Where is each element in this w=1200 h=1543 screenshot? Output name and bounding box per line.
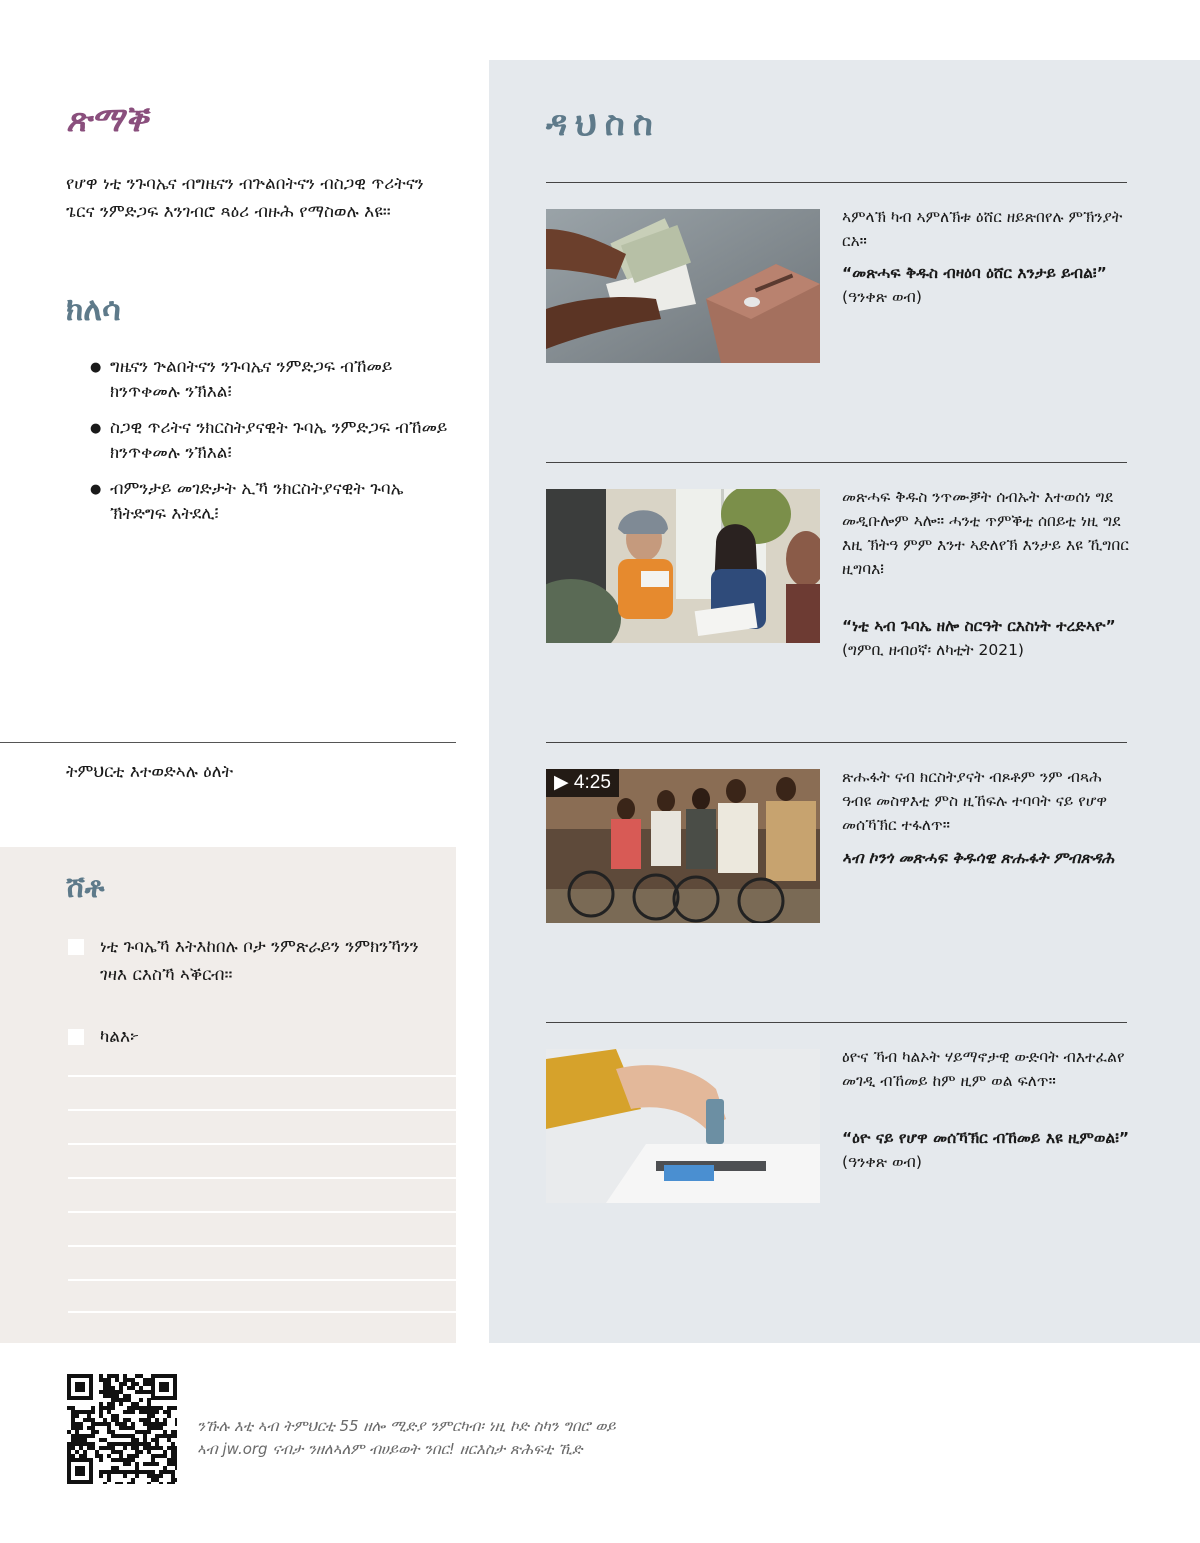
card-link-source: (ዓንቀጽ ወብ) xyxy=(842,1153,922,1171)
review-item: ● ግዜናን ጕልበትናን ንጉባኤና ንምድጋፍ ብኸመይ ክንጥቀመሉ ንኽእል፧ xyxy=(90,355,460,405)
card-link-title[interactable]: “ዕዮ ናይ የሆዋ መሰኻኽር ብኸመይ እዩ ዚምወል፧” xyxy=(842,1129,1130,1147)
divider xyxy=(546,462,1127,463)
divider xyxy=(546,1022,1127,1023)
card-link-title[interactable]: “ነቲ ኣብ ጉባኤ ዘሎ ስርዓት ርእስነት ተረድኣዮ” xyxy=(842,617,1116,635)
writing-line[interactable] xyxy=(68,1177,456,1179)
writing-line[interactable] xyxy=(68,1311,456,1313)
summary-text: የሆዋ ነቲ ንጉባኤና ብግዜናን ብጕልበትናን ብስጋዊ ጥሪትናን ጌርና ንምድጋፍ እንገብሮ ጻዕሪ ብዙሕ የማስወሉ እዩ። xyxy=(66,174,424,222)
divider xyxy=(546,742,1127,743)
divider xyxy=(546,182,1127,183)
footer-text: ንኹሉ እቲ ኣብ ትምህርቲ 55 ዘሎ ሚድያ ንምርካብ፡ ነዚ ኮድ ስካን ግበሮ ወይ ኣብ jw.org ናብታ ንዘለኣለም ብሀይወት ንበር! ዘርእስታ ጽሕፍቲ ኺድ xyxy=(197,1417,616,1458)
review-title: ክለሳ xyxy=(66,290,121,328)
explore-title: ዳህስስ xyxy=(546,104,661,144)
card-description: ዕዮና ኻብ ካልኦት ሃይማኖታዊ ውድባት ብእተፈልየ መገዲ ብኸመይ ከም ዚም ወል ፍለጥ። xyxy=(842,1048,1125,1090)
video-duration-badge[interactable] xyxy=(546,769,619,797)
goal-title: ሸቶ xyxy=(66,870,105,905)
card-description: መጽሓፍ ቅዱስ ንጥሙቓት ሰብኡት እተወሰነ ግደ መዲቡሎም ኣሎ። ሓንቲ ጥምቕቲ ሰበይቲ ነዚ ግደ እዚ ኽትዓ ምም እንተ ኣድለየኽ እንታይ እዩ ኺግበር ዚግባእ፧ xyxy=(842,488,1129,578)
card-link[interactable] xyxy=(842,1126,1132,1174)
review-item: ● ስጋዊ ጥሪትና ንክርስትያናዊት ጉባኤ ንምድጋፍ ብኸመይ ክንጥቀመሉ ንኽእል፧ xyxy=(90,416,460,466)
goal-checkbox[interactable] xyxy=(68,1029,84,1045)
card-link[interactable] xyxy=(842,846,1132,870)
writing-line[interactable] xyxy=(68,1143,456,1145)
card-video-bicycles[interactable] xyxy=(546,769,820,923)
writing-line[interactable] xyxy=(68,1075,456,1077)
goal-item xyxy=(68,1023,438,1051)
review-item: ● ብምንታይ መገድታት ኢኻ ንክርስትያናዊት ጉባኤ ኽትድግፍ እትደሊ፧ xyxy=(90,477,460,527)
review-list xyxy=(90,355,460,538)
card-image-donation[interactable] xyxy=(546,1049,820,1203)
goal-item-label: ካልእ፦ xyxy=(100,1027,140,1047)
card-image-tithe[interactable] xyxy=(546,209,820,363)
card-link[interactable] xyxy=(842,261,1132,309)
writing-line[interactable] xyxy=(68,1211,456,1213)
qr-code[interactable] xyxy=(67,1374,177,1484)
card-link-source: (ግምቢ ዘብዐኛ፡ ለካቲት 2021) xyxy=(842,641,1024,659)
card-link[interactable] xyxy=(842,614,1132,662)
goal-box xyxy=(0,847,456,1343)
writing-line[interactable] xyxy=(68,1109,456,1111)
play-icon: ▶ xyxy=(554,772,569,793)
goal-item-label: ነቲ ጉባኤኻ እትእከበሉ ቦታ ንምጽራይን ንምክንኻንን ገዛእ ርእስኻ ኣቕርብ። xyxy=(100,937,419,985)
card-link-source: (ዓንቀጽ ወብ) xyxy=(842,288,922,306)
card-description: ጽሑፋት ናብ ክርስትያናት ብጾቶም ንም ብጻሕ ዓብዩ መስዋእቲ ምስ ዚኸፍሉ ተባባት ናይ የሆዋ መሰኻኽር ተፋለጥ። xyxy=(842,768,1108,834)
card-link-title[interactable]: “መጽሓፍ ቅዱስ ብዛዕባ ዕሸር እንታይ ይብል፧” xyxy=(842,264,1107,282)
divider xyxy=(0,742,456,743)
completion-date-label: ትምህርቲ እተወድኣሉ ዕለት xyxy=(66,762,234,782)
writing-line[interactable] xyxy=(68,1279,456,1281)
writing-line[interactable] xyxy=(68,1245,456,1247)
card-link-title[interactable]: ኣብ ኮንጎ መጽሓፍ ቅዱሳዊ ጽሑፋት ምብጽዳሕ xyxy=(842,849,1115,867)
video-duration: 4:25 xyxy=(573,772,611,793)
summary-title: ጽማቕ xyxy=(66,100,149,140)
goal-checkbox[interactable] xyxy=(68,939,84,955)
card-image-study[interactable] xyxy=(546,489,820,643)
card-description: ኣምላኽ ካብ ኣምለኽቱ ዕሸር ዘይጽበየሉ ምኽንያት ርአ። xyxy=(842,208,1123,250)
goal-item xyxy=(68,933,438,989)
